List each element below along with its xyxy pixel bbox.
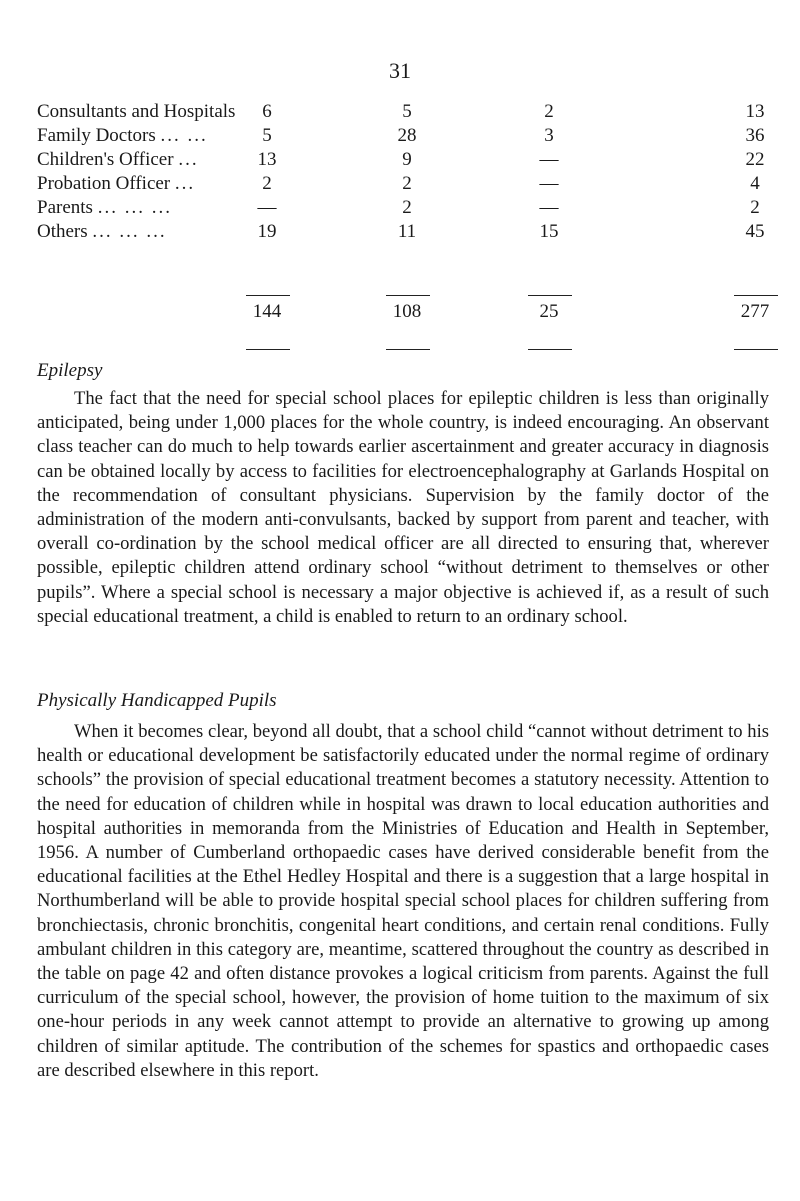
subtotal-rule (386, 295, 430, 296)
table-cell: 5 (262, 125, 272, 146)
total-cell: 277 (740, 301, 770, 322)
total-cell: 144 (252, 301, 282, 322)
table-cell: 28 (397, 125, 417, 146)
table-cell: 22 (745, 149, 765, 170)
table-cell: 13 (745, 101, 765, 122)
table-cell: 5 (402, 101, 412, 122)
table-row (37, 149, 777, 173)
subtotal-rule (528, 295, 572, 296)
page-number: 31 (389, 58, 411, 83)
referral-table (37, 101, 777, 331)
table-cell: — (257, 197, 277, 218)
table-cell: 19 (257, 221, 277, 242)
subtotal-rule (734, 295, 778, 296)
section-heading-physically-handicapped: Physically Handicapped Pupils (37, 690, 277, 711)
table-cell: 2 (402, 197, 412, 218)
table-cell: — (539, 149, 559, 170)
total-rule (528, 349, 572, 350)
row-label: Probation Officer ... (37, 173, 196, 194)
table-cell: 36 (745, 125, 765, 146)
row-label: Family Doctors ... ... (37, 125, 208, 146)
table-row (37, 221, 777, 245)
table-cell: 13 (257, 149, 277, 170)
subtotal-rule (246, 295, 290, 296)
section-paragraph-epilepsy: The fact that the need for special school places for epileptic children is less than originally anticipated, being under 1,000 places for the whole country, is indeed encouraging. An observant class teacher can do much to help towards earlier ascertainment and greater accuracy in diagnosis can be obtained locally by access to facilities for electroencephalography at Garlands Hospital on the recommendation of consultant physicians. Supervision by the family doctor of the administration of the modern anti-convulsants, backed by support from parent and teacher, with overall co-ordination by the school medical officer are all directed to ensuring that, wherever possible, epileptic children attend ordinary school “without detriment to themselves or other pupils”. Where a special school is necessary a major objective is achieved if, as a result of such special educational treatment, a child is enabled to return to an ordinary school. (37, 388, 769, 627)
table-cell: 6 (262, 101, 272, 122)
table-cell: 2 (262, 173, 272, 194)
total-rule (386, 349, 430, 350)
table-cell: 2 (750, 197, 760, 218)
table-cell: 11 (397, 221, 417, 242)
table-cell: 3 (544, 125, 554, 146)
table-cell: — (539, 173, 559, 194)
table-cell: 15 (539, 221, 559, 242)
total-rule (734, 349, 778, 350)
total-cell: 25 (539, 301, 559, 322)
table-cell: 2 (544, 101, 554, 122)
table-row (37, 101, 777, 125)
table-cell: 45 (745, 221, 765, 242)
table-cell: 4 (750, 173, 760, 194)
table-cell: 2 (402, 173, 412, 194)
table-row (37, 125, 777, 149)
section-heading-epilepsy: Epilepsy (37, 360, 103, 381)
table-row (37, 197, 777, 221)
row-label: Others ... ... ... (37, 221, 167, 242)
row-label: Consultants and Hospitals (37, 101, 236, 122)
row-label: Children's Officer ... (37, 149, 199, 170)
total-rule (246, 349, 290, 350)
table-row (37, 173, 777, 197)
row-label: Parents ... ... ... (37, 197, 172, 218)
table-cell: — (539, 197, 559, 218)
total-cell: 108 (392, 301, 422, 322)
table-cell: 9 (402, 149, 412, 170)
totals-row (37, 301, 777, 331)
section-paragraph-physically-handicapped: When it becomes clear, beyond all doubt, that a school child “cannot without detriment to his health or educational development be satisfactorily educated under the normal regime of ordinary schools” the provision of special educational treatment becomes a statutory necessity. Attention to the need for education of children while in hospital was drawn to local education authorities and hospital authorities in memoranda from the Ministries of Education and Health in September, 1956. A number of Cumberland orthopaedic cases have derived considerable benefit from the educational facilities at the Ethel Hedley Hospital and there is a suggestion that a large hospital in Northumberland will be able to provide hospital special school places for children suffering from bronchiectasis, chronic bronchitis, congenital heart conditions, and certain renal conditions. Fully ambulant children in this category are, meantime, scattered throughout the country as described in the table on page 42 and often distance provokes a logical criticism from parents. Against the full curriculum of the special school, however, the provision of home tuition to the maximum of six one-hour periods in any week cannot attempt to provide an alternative to growing up among children of similar aptitude. The contribution of the schemes for spastics and orthopaedic cases are described elsewhere in this report. (37, 721, 769, 1081)
